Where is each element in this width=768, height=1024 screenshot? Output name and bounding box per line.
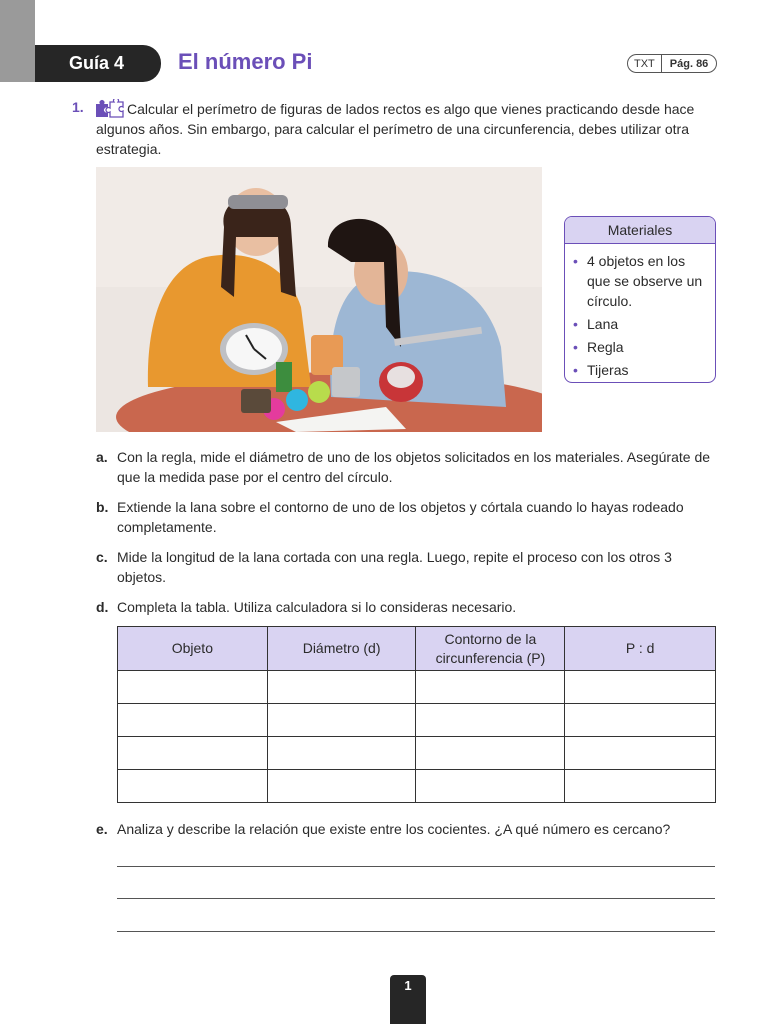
table-cell[interactable] <box>267 671 416 704</box>
table-cell[interactable] <box>118 704 268 737</box>
table-cell[interactable] <box>267 737 416 770</box>
material-item: • Tijeras <box>573 360 707 380</box>
table-cell[interactable] <box>416 671 565 704</box>
table-cell[interactable] <box>118 770 268 803</box>
step-c <box>96 547 716 587</box>
table-cell[interactable] <box>416 770 565 803</box>
step-text: Con la regla, mide el diámetro de uno de los objetos solicitados en los materiales. Asegúrate de que la medida pase por el centro del círculo. <box>117 449 711 485</box>
answer-line[interactable] <box>117 866 715 867</box>
step-letter: c. <box>96 549 108 565</box>
table-cell[interactable] <box>565 770 716 803</box>
step-e <box>96 819 716 839</box>
material-item: • 4 objetos en los que se observe un círculo. <box>573 251 707 311</box>
table-header-row <box>118 627 716 671</box>
step-text: Mide la longitud de la lana cortada con una regla. Luego, repite el proceso con los otros 3 objetos. <box>117 549 672 585</box>
table-cell[interactable] <box>565 737 716 770</box>
answer-line[interactable] <box>117 931 715 932</box>
material-item: • Lana <box>573 314 707 334</box>
table-row <box>118 770 716 803</box>
step-a <box>96 447 716 487</box>
column-header-objeto: Objeto <box>118 627 268 671</box>
step-text: Extiende la lana sobre el contorno de uno de los objetos y córtala cuando lo hayas rodeado completamente. <box>117 499 684 535</box>
table-cell[interactable] <box>118 671 268 704</box>
step-b <box>96 497 716 537</box>
table-row <box>118 671 716 704</box>
table-cell[interactable] <box>565 671 716 704</box>
textbook-page: Pág. 86 <box>669 57 709 70</box>
corner-tab <box>0 0 35 82</box>
guide-badge: Guía 4 <box>35 45 161 82</box>
table-cell[interactable] <box>267 704 416 737</box>
materials-title: Materiales <box>565 217 715 244</box>
table-row <box>118 737 716 770</box>
table-cell[interactable] <box>565 704 716 737</box>
question-intro: Calcular el perímetro de figuras de lados rectos es algo que vienes practicando desde hace algunos años. Sin embargo, para calcular el perímetro de una circunferencia, debes utilizar otra estrategia. <box>96 101 695 157</box>
question-number: 1. <box>72 99 84 115</box>
table-cell[interactable] <box>416 704 565 737</box>
page-title: El número Pi <box>178 49 313 74</box>
step-letter: e. <box>96 821 108 837</box>
step-d <box>96 597 716 617</box>
step-letter: a. <box>96 449 108 465</box>
table-row <box>118 704 716 737</box>
step-text: Analiza y describe la relación que existe entre los cocientes. ¿A qué número es cercano? <box>117 821 671 837</box>
table-cell[interactable] <box>416 737 565 770</box>
material-item: • Regla <box>573 337 707 357</box>
step-text: Completa la tabla. Utiliza calculadora si lo consideras necesario. <box>117 599 517 615</box>
column-header-ratio: P : d <box>565 627 716 671</box>
column-header-contorno: Contorno de la circunferencia (P) <box>416 627 565 671</box>
students-measuring-photo <box>96 167 542 432</box>
table-cell[interactable] <box>118 737 268 770</box>
answer-line[interactable] <box>117 898 715 899</box>
column-header-diametro: Diámetro (d) <box>267 627 416 671</box>
step-letter: b. <box>96 499 109 515</box>
textbook-reference <box>627 54 717 73</box>
page-number: 1 <box>390 975 426 1024</box>
materials-box <box>564 216 716 383</box>
measurement-table <box>117 626 716 803</box>
step-letter: d. <box>96 599 109 615</box>
table-cell[interactable] <box>267 770 416 803</box>
textbook-label: TXT <box>628 55 662 72</box>
materials-list <box>565 244 715 380</box>
